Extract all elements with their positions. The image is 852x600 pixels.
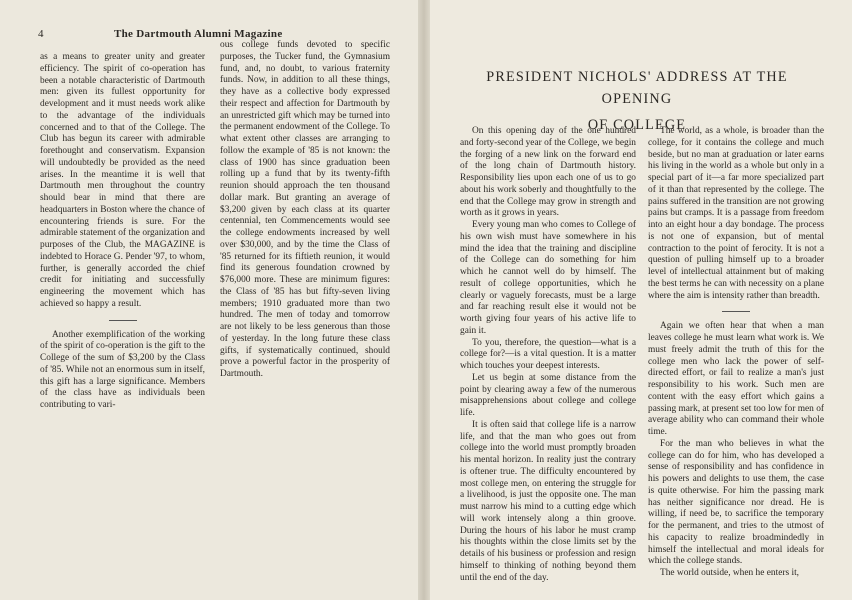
section-divider (722, 311, 750, 312)
paragraph: The world outside, when he enters it, (660, 568, 800, 578)
paragraph: Another exemplification of the working of the spirit of co-operation is the gift to the College of the sum of $3,200 by the Class of '85. While not an enormous sum in itself, this gift has a large significance. Members of the class have as individuals been contributing to vari- (40, 329, 205, 410)
paragraph: To you, therefore, the question—what is a college for?—is a vital question. It is a matter which touches your deepest interests. (460, 337, 636, 371)
running-head-title: The Dartmouth Alumni Magazine (114, 28, 283, 40)
section-divider (109, 320, 137, 321)
paragraph: On this opening day of the one hundred and forty-second year of the College, we begin the forging of a new link on the forward end of the long chain of Dartmouth history. Responsibility lies upon each one of us to go about his work soberly and thoughtfully to the end that the College may grow in strength and worth as it grows in years. (460, 126, 636, 219)
page-number: 4 (38, 28, 44, 40)
paragraph: ous college funds devoted to specific purposes, the Tucker fund, the Gymnasium fund, and, no doubt, to various fraternity funds. Now, in addition to all these things, they have as a collective body expressed their respect and affection for Dartmouth by an unrestricted gift which may be turned into the permanent endowment of the College. To what extent other classes are arranging to follow the example of '85 is not known: the class of 1900 has since graduation been rolling up a fund that by its twenty-fifth reunion should approach the ten thousand dollar mark. But granting an average of $3,200 given by each class at its quarter centennial, ten Commencements would see the college endowments increased by well over $30,000, and by the time the Class of '85 returned for its fiftieth reunion, it would find its generous foundation crowned by $76,000 more. These are minimum figures: the Class of '85 has but fifty-seven living members; 1910 graduated more than two hundred. The men of today and tomorrow are not likely to be less generous than those of yesterday. In the long future these class gifts, if systematically continued, should prove a powerful factor in the prosperity of Dartmouth. (220, 40, 390, 379)
left-column-1 (40, 52, 205, 592)
paragraph: Every young man who comes to College of his own wish must have somewhere in his mind the idea that the training and discipline of the College can do something for him which he cannot well do by himself. The result of college opportunities, which he clearly or vaguely forecasts, must be a large and far reaching result else it would not be worth giving four years of his active life to gain it. (460, 220, 636, 336)
right-column-1 (460, 126, 636, 583)
paragraph: Let us begin at some distance from the point by clearing away a few of the numerous misapprehensions about college and college life. (460, 372, 636, 418)
right-column-2 (648, 126, 824, 586)
left-column-2 (220, 40, 390, 588)
article-title-line-2: OF COLLEGE (587, 117, 687, 133)
paragraph: It is often said that college life is a narrow life, and that the man who goes out from college into the world must promptly broaden his mental horizon. In reality just the contrary is oftener true. The difficulty encountered by most college men, on entering the struggle for a livelihood, is just the opposite one. The man must narrow his mind to a cutting edge which will work intensely along a thin groove. During the hours of his labor he must cramp his thoughts within the close limits set by the details of his business or profession and resign himself to thinking of nothing beyond them until the end of the day. (460, 419, 636, 583)
paragraph: For the man who believes in what the college can do for him, who has developed a sense of responsibility and has confidence in his powers and delights to use them, the case is quite otherwise. For him the passing mark has neither significance nor dread. He is willing, if need be, to sacrifice the temporary for the permanent, and tries to the utmost of his capacity to realize broadmindedly in himself the intellectual and moral ideals for which the college stands. (648, 438, 824, 567)
book-gutter (418, 0, 430, 600)
article-title-line-1: PRESIDENT NICHOLS' ADDRESS AT THE OPENING (486, 69, 788, 107)
paragraph: Again we often hear that when a man leaves college he must learn what work is. We must freely admit the truth of this for the college men who lack the power of self-directed effort, or fail to realize a man's just responsibility to his work. Such men are content with the easy effort which gains a passing mark, at present set too low for men of average ability who can command their whole time. (648, 321, 825, 437)
paragraph: The world, as a whole, is broader than the college, for it contains the college and much beside, but no man at graduation or later earns his living in the world as a whole but only in a special part of it—a far more specialized part of it than that represented by the college. The pains suffered in the transition are not growing pains but cramps. It is a passage from freedom into an eight hour a day bondage. The process is not one of expansion, but of mental contraction to the point of ferocity. It is not a question of pulling himself up to a broader level of intellectual attainment but of making the best terms he can with necessity on a plane where the aim is intensity rather than breadth. (648, 126, 824, 301)
paragraph: as a means to greater unity and greater efficiency. The spirit of co-operation has been a notable characteristic of Dartmouth men: given its fullest opportunity for development and it must needs work alike to the advantage of the individuals concerned and to that of the College. The Club has begun its career with admirable forethought and conservatism. Expansion will undoubtedly be provided as the need arises. In the meantime it is well that Dartmouth men throughout the country should bear in mind that there are headquarters in Boston where the chance of encountering friends is sure. For the admirable statement of the organization and purposes of the Club, the MAGAZINE is indebted to Horace G. Pender '97, to whom, further, is generally accorded the chief credit for initiating and successfully engineering the movement which has achieved so happy a result. (40, 52, 205, 309)
